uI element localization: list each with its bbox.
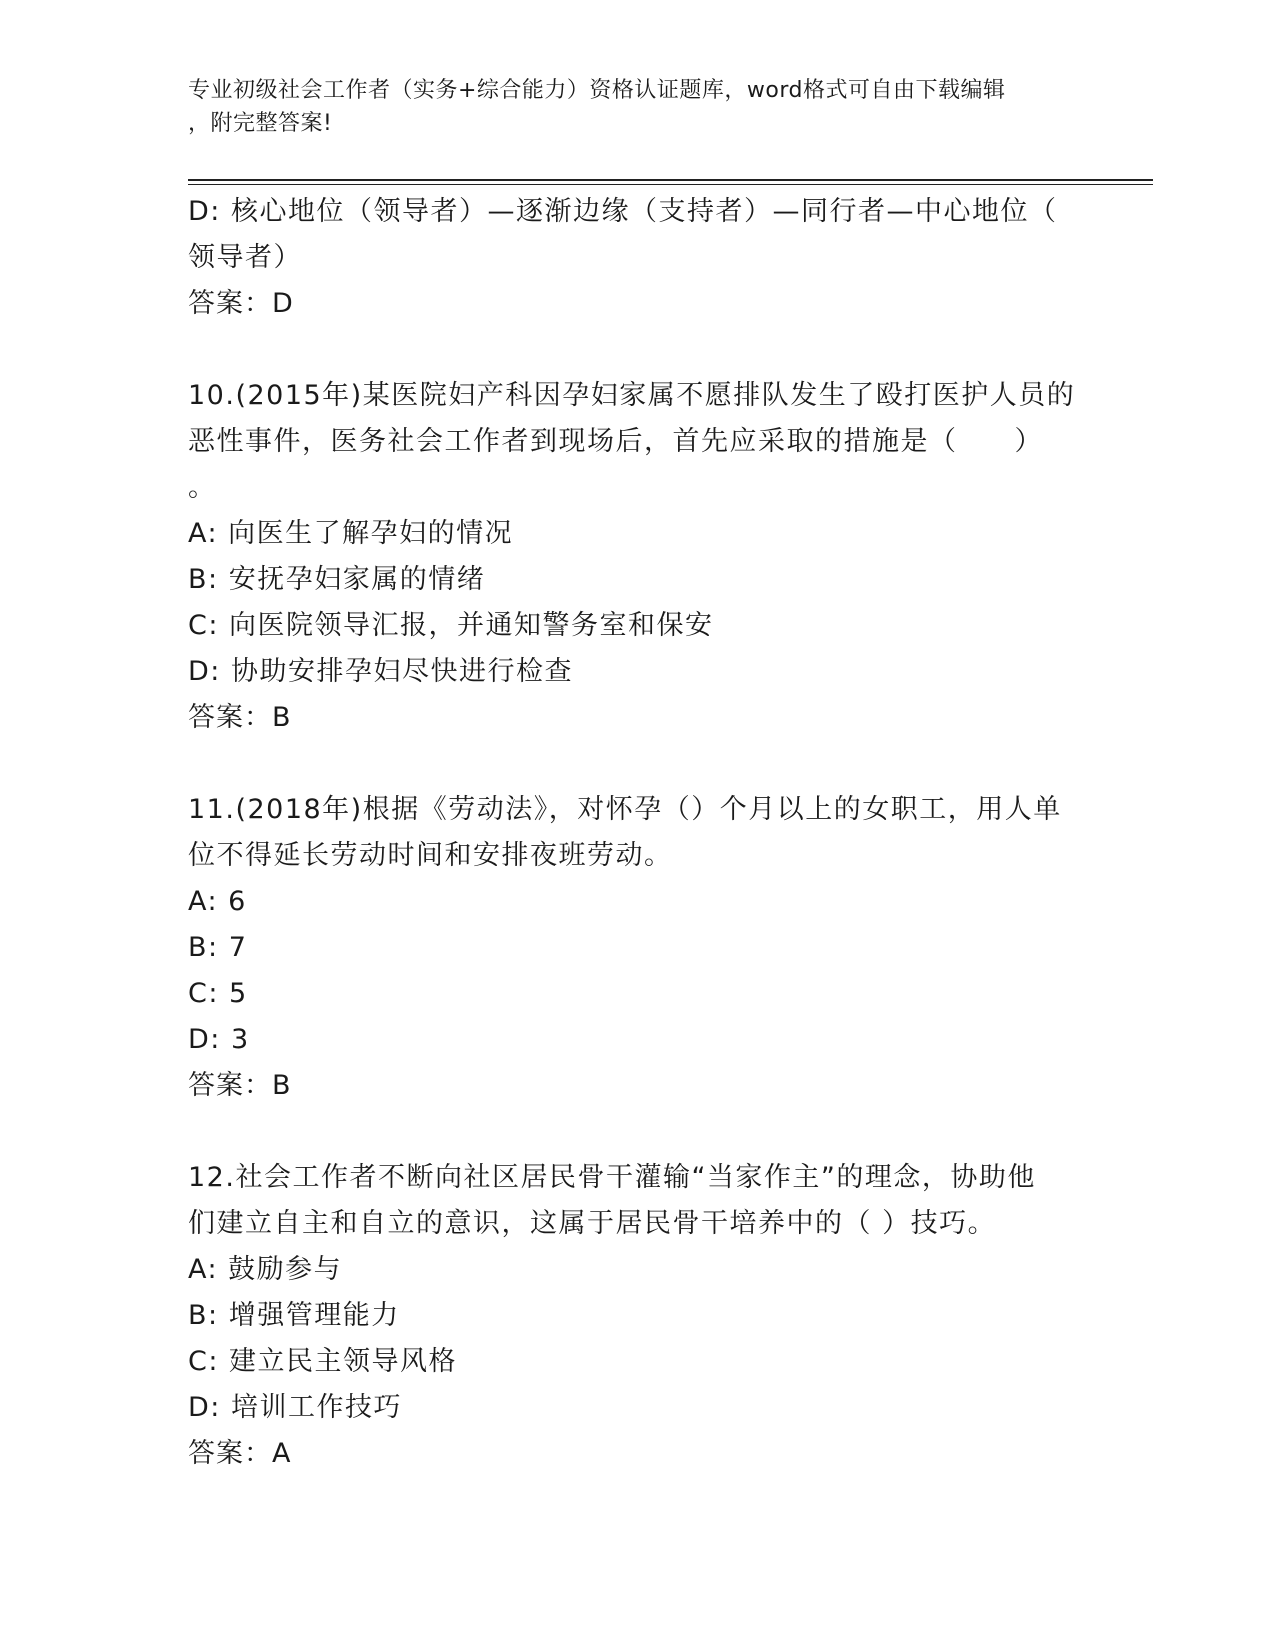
- option-d: 领导者）: [188, 242, 302, 273]
- header-line: 专业初级社会工作者（实务+综合能力）资格认证题库，word格式可自由下载编辑: [188, 78, 1006, 103]
- option-c: C: 5: [188, 978, 248, 1009]
- question-stem: 。: [188, 472, 217, 503]
- question-stem: 恶性事件，医务社会工作者到现场后，首先应采取的措施是（ ）: [188, 426, 1043, 457]
- option-d: D: 核心地位（领导者）—逐渐边缘（支持者）—同行者—中心地位（: [188, 196, 1058, 227]
- option-d: D: 培训工作技巧: [188, 1392, 402, 1423]
- spacer: [188, 1109, 1088, 1155]
- question-stem: 12.社会工作者不断向社区居民骨干灌输“当家作主”的理念，协助他: [188, 1162, 1036, 1193]
- option-a: A: 向医生了解孕妇的情况: [188, 518, 514, 549]
- question-stem: 10.(2015年)某医院妇产科因孕妇家属不愿排队发生了殴打医护人员的: [188, 380, 1076, 411]
- header-line: ，附完整答案!: [188, 111, 333, 136]
- header-divider: [188, 179, 1153, 181]
- question-stem: 们建立自主和自立的意识，这属于居民骨干培养中的（ ）技巧。: [188, 1208, 997, 1239]
- question-list: [188, 189, 1088, 1477]
- option-c: C: 向医院领导汇报，并通知警务室和保安: [188, 610, 714, 641]
- option-b: B: 安抚孕妇家属的情绪: [188, 564, 486, 595]
- answer-line: 答案：B: [188, 1070, 292, 1101]
- question-block: [188, 1155, 1088, 1477]
- question-block: [188, 787, 1088, 1109]
- answer-line: 答案：B: [188, 702, 292, 733]
- option-b: B: 增强管理能力: [188, 1300, 400, 1331]
- answer-line: 答案：A: [188, 1438, 292, 1469]
- header-divider-thin: [188, 184, 1153, 185]
- page-header: [188, 74, 1088, 140]
- option-d: D: 协助安排孕妇尽快进行检查: [188, 656, 573, 687]
- spacer: [188, 327, 1088, 373]
- option-d: D: 3: [188, 1024, 250, 1055]
- option-c: C: 建立民主领导风格: [188, 1346, 458, 1377]
- option-a: A: 6: [188, 886, 247, 917]
- question-stem: 11.(2018年)根据《劳动法》，对怀孕（）个月以上的女职工，用人单: [188, 794, 1062, 825]
- question-block: [188, 373, 1088, 741]
- option-a: A: 鼓励参与: [188, 1254, 343, 1285]
- spacer: [188, 741, 1088, 787]
- option-b: B: 7: [188, 932, 248, 963]
- answer-line: 答案：D: [188, 288, 294, 319]
- question-stem: 位不得延长劳动时间和安排夜班劳动。: [188, 840, 673, 871]
- question-block: [188, 189, 1088, 327]
